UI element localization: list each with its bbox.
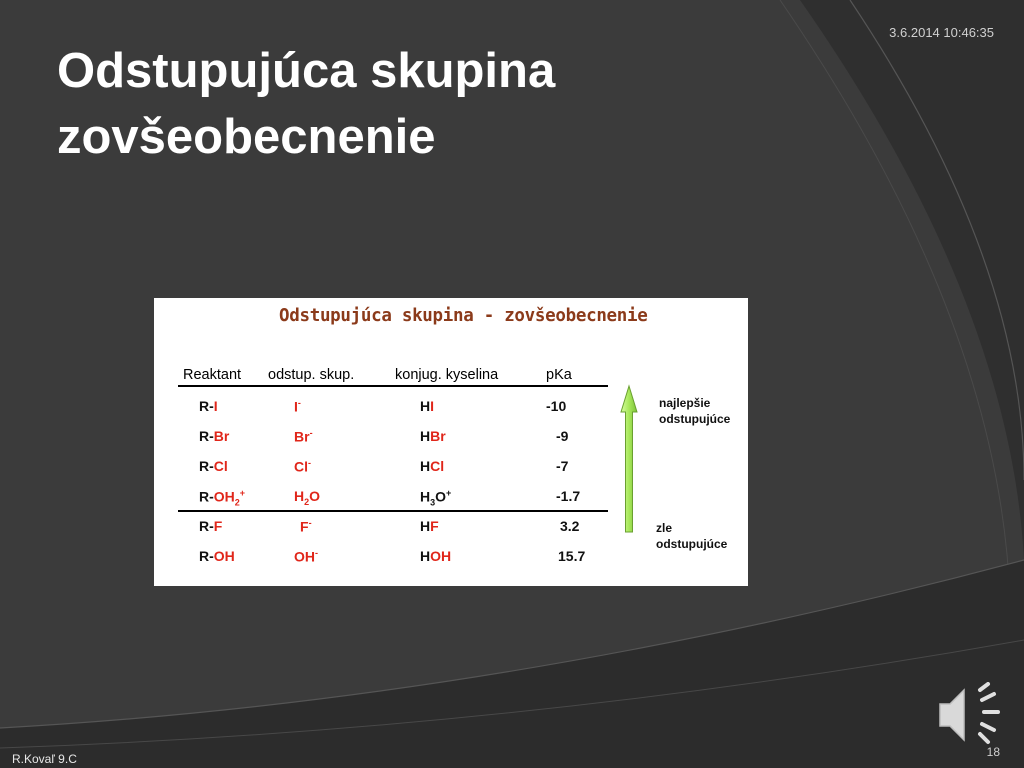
row3-reactant: R-Cl <box>199 458 228 474</box>
row4-reactant: $R-OH_2^+$ <box>199 488 246 508</box>
slide-timestamp: 3.6.2014 10:46:35 <box>889 25 994 40</box>
header-leaving-group: odstup. skup. <box>268 367 355 383</box>
speaker-icon[interactable] <box>934 682 1006 746</box>
row3-leaving-group: Cl- <box>294 458 311 475</box>
row6-acid: HOH <box>420 548 452 564</box>
row4-pka: -1.7 <box>556 488 581 504</box>
worst-leaving-label: zle odstupujúce <box>656 521 728 551</box>
row1-leaving-group: I- <box>294 398 301 415</box>
title-line-1: Odstupujúca skupina <box>57 44 556 98</box>
leaving-ability-arrow-icon <box>619 384 639 536</box>
row2-acid: HBr <box>420 428 446 444</box>
row2-reactant: R-Br <box>199 428 230 444</box>
row5-pka: 3.2 <box>560 518 580 534</box>
row5-leaving-group: F- <box>300 518 312 535</box>
row5-acid: HF <box>420 518 439 534</box>
row6-pka: 15.7 <box>558 548 586 564</box>
row1-pka: -10 <box>546 398 567 414</box>
row2-pka: -9 <box>556 428 569 444</box>
figure-title: Odstupujúca skupina - zovšeobecnenie <box>279 306 648 326</box>
row1-reactant: R-I <box>199 398 218 414</box>
strong-weak-divider <box>178 510 608 512</box>
leaving-group-table-figure <box>154 298 748 586</box>
row1-acid: HI <box>420 398 435 414</box>
row5-reactant: R-F <box>199 518 223 534</box>
title-line-2: zovšeobecnenie <box>57 110 436 164</box>
slide-title <box>57 38 555 170</box>
page-number: 18 <box>986 745 1000 759</box>
row6-reactant: R-OH <box>199 548 235 564</box>
header-conjugate-acid: konjug. kyselina <box>395 367 499 383</box>
row4-acid: $H_3O^+$ <box>420 488 452 508</box>
header-reactant: Reaktant <box>183 367 242 383</box>
best-leaving-label: najlepšie odstupujúce <box>659 396 731 426</box>
footer-author: R.Kovaľ 9.C <box>12 752 77 766</box>
row3-acid: HCl <box>420 458 445 474</box>
row3-pka: -7 <box>556 458 569 474</box>
row6-leaving-group: OH- <box>294 548 318 565</box>
row2-leaving-group: Br- <box>294 428 313 445</box>
header-rule <box>178 385 608 387</box>
header-pka: pKa <box>546 367 572 383</box>
row4-leaving-group: $H_2O$ <box>294 488 321 507</box>
